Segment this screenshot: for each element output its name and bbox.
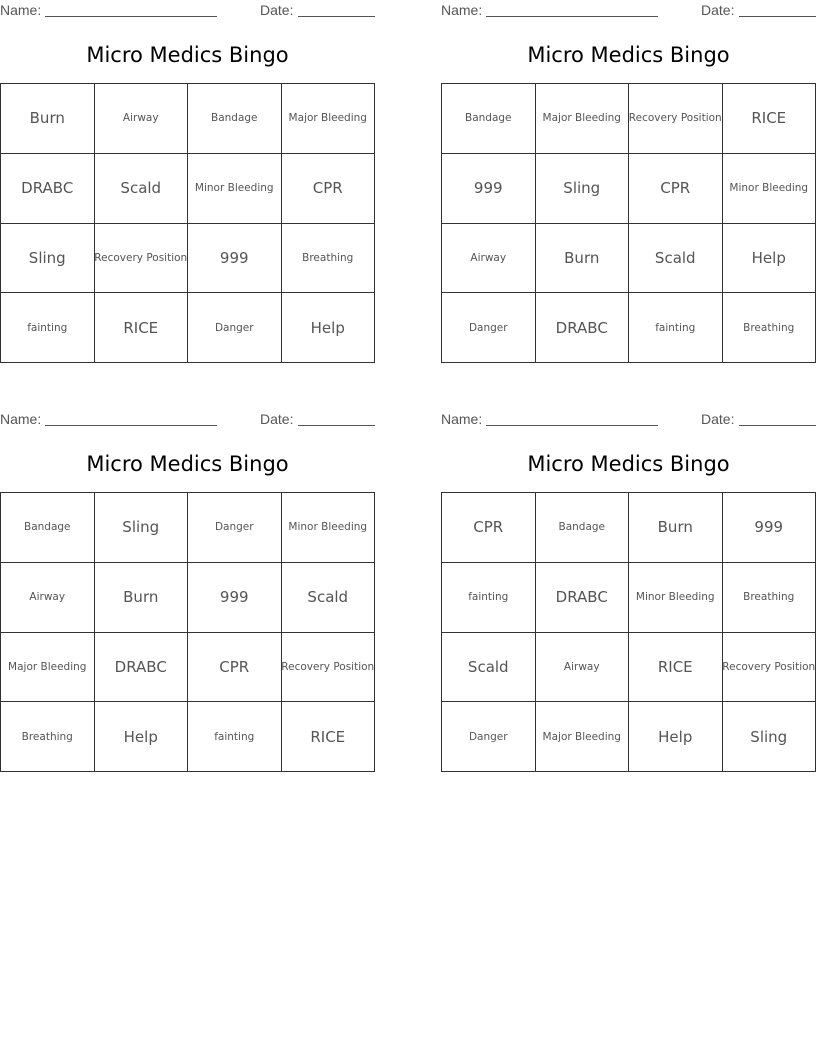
bingo-cell: Sling — [95, 493, 189, 563]
bingo-cell: Scald — [629, 224, 723, 294]
bingo-cell: 999 — [188, 224, 282, 294]
bingo-card-3 — [0, 409, 375, 784]
bingo-cell: DRABC — [95, 633, 189, 703]
bingo-cell: Major Bleeding — [282, 84, 376, 154]
bingo-cell: RICE — [629, 633, 723, 703]
card-title: Micro Medics Bingo — [527, 43, 730, 67]
name-date-header — [441, 411, 816, 429]
bingo-cell: RICE — [95, 293, 189, 363]
name-label: Name: — [0, 411, 42, 427]
bingo-grid — [441, 83, 816, 363]
bingo-cell: Breathing — [723, 563, 816, 633]
card-title: Micro Medics Bingo — [527, 452, 730, 476]
bingo-cell: Burn — [1, 84, 95, 154]
bingo-cell: fainting — [442, 563, 536, 633]
name-date-header — [441, 2, 816, 20]
date-blank-line — [739, 16, 816, 17]
bingo-cell: Major Bleeding — [536, 84, 630, 154]
bingo-cell: Minor Bleeding — [629, 563, 723, 633]
bingo-cell: fainting — [1, 293, 95, 363]
name-blank-line — [45, 425, 217, 426]
bingo-cell: Burn — [95, 563, 189, 633]
date-blank-line — [298, 425, 375, 426]
card-title: Micro Medics Bingo — [86, 43, 289, 67]
bingo-cell: Help — [629, 702, 723, 772]
bingo-cell: Breathing — [1, 702, 95, 772]
bingo-cell: Breathing — [723, 293, 816, 363]
bingo-cell: CPR — [188, 633, 282, 703]
bingo-cell: Recovery Position — [95, 224, 189, 294]
bingo-cell: fainting — [188, 702, 282, 772]
bingo-cell: Bandage — [536, 493, 630, 563]
bingo-cell: Sling — [1, 224, 95, 294]
bingo-cell: Major Bleeding — [536, 702, 630, 772]
bingo-cell: Burn — [536, 224, 630, 294]
bingo-cell: Danger — [442, 293, 536, 363]
bingo-cell: Recovery Position — [282, 633, 376, 703]
bingo-grid — [0, 492, 375, 772]
bingo-cell: Scald — [442, 633, 536, 703]
bingo-cell: Help — [282, 293, 376, 363]
date-label: Date: — [260, 2, 294, 18]
bingo-cell: Airway — [442, 224, 536, 294]
date-label: Date: — [701, 411, 735, 427]
bingo-cell: CPR — [442, 493, 536, 563]
bingo-cell: Airway — [1, 563, 95, 633]
name-date-header — [0, 411, 375, 429]
bingo-cell: 999 — [723, 493, 816, 563]
bingo-cell: Recovery Position — [723, 633, 816, 703]
bingo-cell: RICE — [282, 702, 376, 772]
bingo-cell: Bandage — [442, 84, 536, 154]
bingo-cell: Scald — [282, 563, 376, 633]
bingo-cell: Help — [723, 224, 816, 294]
bingo-cell: Major Bleeding — [1, 633, 95, 703]
bingo-cell: Burn — [629, 493, 723, 563]
name-label: Name: — [441, 2, 483, 18]
bingo-cell: Danger — [188, 493, 282, 563]
bingo-cell: 999 — [188, 563, 282, 633]
bingo-cell: Minor Bleeding — [282, 493, 376, 563]
date-blank-line — [739, 425, 816, 426]
bingo-cell: 999 — [442, 154, 536, 224]
name-blank-line — [45, 16, 217, 17]
bingo-grid — [441, 492, 816, 772]
bingo-cell: fainting — [629, 293, 723, 363]
bingo-cell: Airway — [536, 633, 630, 703]
bingo-cell: Danger — [188, 293, 282, 363]
bingo-card-1 — [0, 0, 375, 375]
date-blank-line — [298, 16, 375, 17]
bingo-cell: Help — [95, 702, 189, 772]
bingo-card-2 — [441, 0, 816, 375]
bingo-grid — [0, 83, 375, 363]
bingo-cell: RICE — [723, 84, 816, 154]
bingo-cell: Minor Bleeding — [723, 154, 816, 224]
bingo-cell: Sling — [723, 702, 816, 772]
bingo-cell: Minor Bleeding — [188, 154, 282, 224]
name-date-header — [0, 2, 375, 20]
name-label: Name: — [441, 411, 483, 427]
bingo-cell: DRABC — [1, 154, 95, 224]
date-label: Date: — [701, 2, 735, 18]
bingo-cell: Sling — [536, 154, 630, 224]
bingo-cell: Scald — [95, 154, 189, 224]
name-blank-line — [486, 425, 658, 426]
date-label: Date: — [260, 411, 294, 427]
bingo-cell: Recovery Position — [629, 84, 723, 154]
bingo-card-4 — [441, 409, 816, 784]
card-title: Micro Medics Bingo — [86, 452, 289, 476]
bingo-cell: CPR — [629, 154, 723, 224]
bingo-cell: Airway — [95, 84, 189, 154]
bingo-cell: Breathing — [282, 224, 376, 294]
name-label: Name: — [0, 2, 42, 18]
bingo-cell: Bandage — [188, 84, 282, 154]
bingo-cell: CPR — [282, 154, 376, 224]
bingo-cell: DRABC — [536, 293, 630, 363]
bingo-cell: Bandage — [1, 493, 95, 563]
name-blank-line — [486, 16, 658, 17]
bingo-cell: Danger — [442, 702, 536, 772]
bingo-cell: DRABC — [536, 563, 630, 633]
